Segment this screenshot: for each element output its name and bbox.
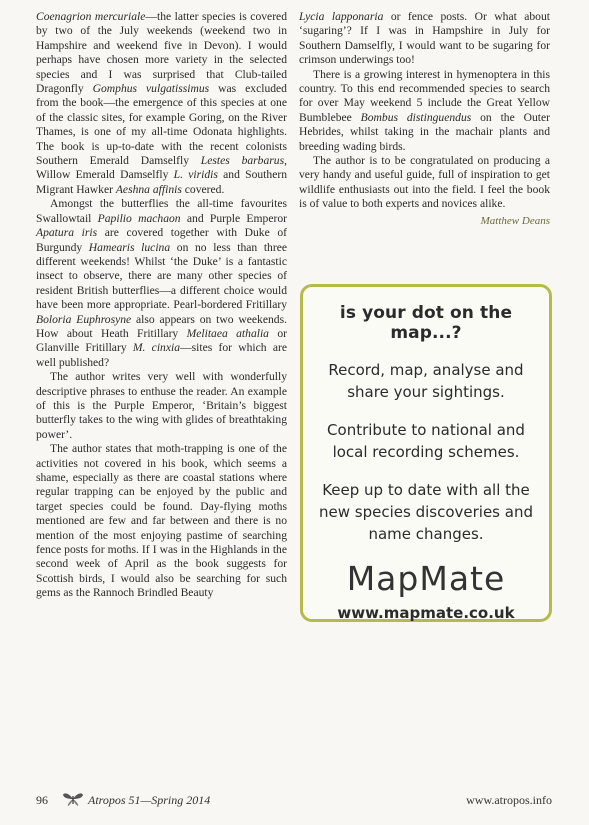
right-paragraph-3: The author is to be congratulated on producing a very handy and useful guide, full of inspiration to get wildlife enthusiasts out into the field. I feel the book is of value to both experts and novices alike.: [299, 154, 550, 211]
left-paragraph-3: The author writes very well with wonderfully descriptive phrases to enthuse the reader. An example of this is the Purple Emperor, ‘Britain’s biggest butterfly takes to the wing with glides of breathtaking power’.: [36, 370, 287, 441]
journal-issue: Atropos 51—Spring 2014: [88, 793, 211, 807]
left-paragraph-1: Coenagrion mercuriale—the latter species is covered by two of the July weekends (weekend two in Hampshire and weekend five in Devon). I would perhaps have chosen more variety in the selected species and I was surprised that Club-tailed Dragonfly Gomphus vulgatissimus was excluded from the book—the emergence of this species at one of the classic sites, for example Goring, on the River Thames, is one of my all-time Odonata highlights. The book is up-to-date with the recent colonists Southern Emerald Damselfly Lestes barbarus, Willow Emerald Damselfly L. viridis and Southern Migrant Hawker Aeshna affinis covered.: [36, 10, 288, 196]
advert-line-record: Record, map, analyse and share your sightings.: [328, 361, 524, 401]
page-footer: [36, 793, 552, 813]
left-column: [36, 10, 287, 601]
advert-line-update: Keep up to date with all the new species discoveries and name changes.: [319, 481, 533, 543]
page-number: 96: [36, 793, 48, 807]
right-paragraph-1: Lycia lapponaria or fence posts. Or what about ‘sugaring’? If I was in Hampshire in July for Southern Damselfly, I would want to be sugaring for crimson underwings too!: [299, 10, 550, 67]
left-paragraph-2: Amongst the butterflies the all-time favourites Swallowtail Papilio machaon and Purple Emperor Apatura iris are covered together with Duke of Burgundy Hamearis lucina on no less than three different weekends! Whilst ‘the Duke’ is a fantastic insect to observe, there are many other species of resident British butterflies—a different choice would have been more appropriate. Pearl-bordered Fritillary Boloria Euphrosyne also appears on two weekends. How about Heath Fritillary Melitaea athalia or Glanville Fritillary M. cinxia—sites for which are well published?: [36, 197, 287, 369]
advert-headline: is your dot on the map...?: [339, 303, 513, 343]
right-column: [299, 10, 550, 228]
left-paragraph-4: The author states that moth-trapping is one of the activities not covered in his book, which seems a shame, especially as there are coastal stations where regular trapping can be enjoyed by the public and target species could be found. Day-flying moths mentioned are few and far between and there is no mention of the most enjoying pastime of searching fence posts for moths. If I was in the Highlands in the second week of April as the book suggests for Scottish birds, I would also be searching for such gems as the Rannoch Brindled Beauty: [36, 442, 287, 600]
right-paragraph-2: There is a growing interest in hymenoptera in this country. To this end recommended species to search for over May weekend 5 include the Great Yellow Bumblebee Bombus distinguendus on the Outer Hebrides, whilst taking in the machair plants and breeding wading birds.: [299, 67, 550, 153]
advert-line-contribute: Contribute to national and local recording schemes.: [327, 421, 525, 461]
mapmate-logo: MapMate: [346, 559, 506, 598]
moth-icon: [62, 791, 84, 807]
advert-url-link[interactable]: www.mapmate.co.uk: [337, 604, 515, 622]
review-author: Matthew Deans: [480, 214, 550, 227]
website-link[interactable]: www.atropos.info: [466, 793, 552, 807]
mapmate-advert: [300, 284, 552, 622]
